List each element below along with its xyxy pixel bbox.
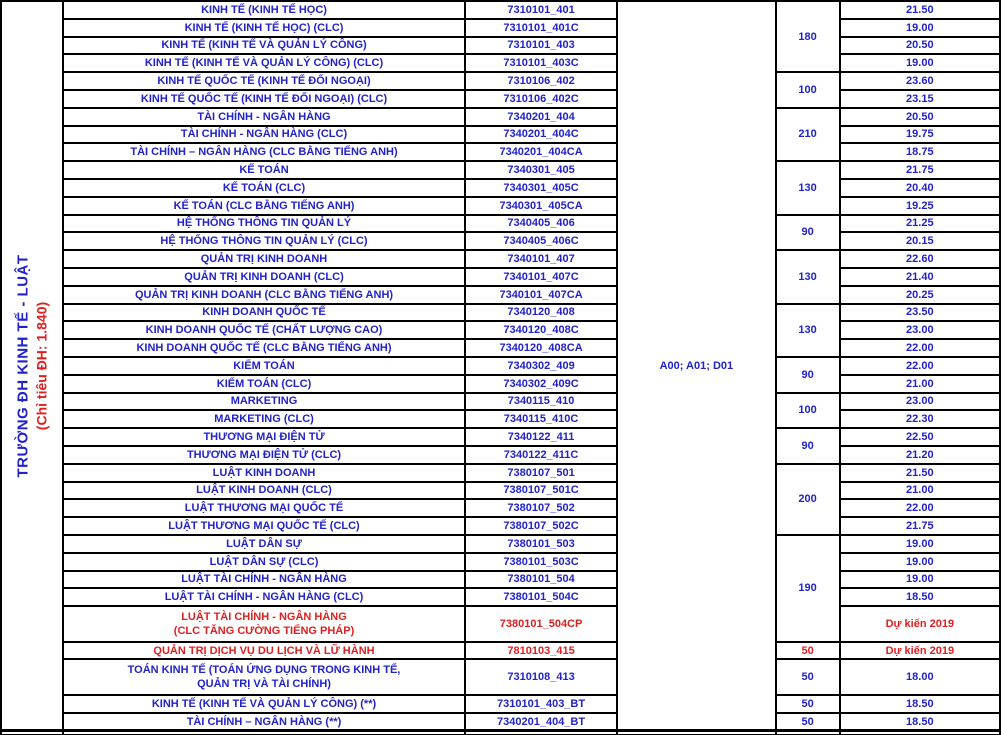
score-cell: 20.50 — [840, 108, 1000, 126]
major-cell: KINH DOANH QUỐC TẾ (CHẤT LƯỢNG CAO) — [63, 321, 465, 339]
score-cell: 21.40 — [840, 268, 1000, 286]
major-code-cell: 7340301_405 — [465, 161, 617, 179]
table-row — [1, 517, 1000, 535]
score-cell: 19.00 — [840, 19, 1000, 37]
school-quota-note: (Chỉ tiêu ĐH: 1.840) — [33, 301, 50, 430]
table-row — [1, 428, 1000, 446]
table-row — [1, 161, 1000, 179]
score-cell: 23.00 — [840, 393, 1000, 411]
score-cell: 18.50 — [840, 588, 1000, 606]
major-code-cell: 7340302_409C — [465, 375, 617, 393]
exam-combination-cell: A00; A01; D01 — [617, 1, 775, 731]
quota-cell: 190 — [776, 535, 840, 642]
quota-cell: 130 — [776, 161, 840, 214]
table-row — [1, 375, 1000, 393]
major-line2: (CLC TĂNG CƯỜNG TIẾNG PHÁP) — [173, 624, 355, 637]
major-code-cell: 7340201_404_BT — [465, 713, 617, 731]
table-row — [1, 179, 1000, 197]
major-code-cell: 7310108_413 — [465, 659, 617, 695]
major-cell: MARKETING — [63, 393, 465, 411]
major-code-cell: 7810103_415 — [465, 642, 617, 660]
table-row — [1, 642, 1000, 660]
major-cell: KINH TẾ QUỐC TẾ (KINH TẾ ĐỐI NGOẠI) (CLC) — [63, 90, 465, 108]
score-cell: 21.00 — [840, 375, 1000, 393]
score-cell: 18.50 — [840, 713, 1000, 731]
table-row — [1, 304, 1000, 322]
partial-next-row — [1, 731, 1000, 735]
major-cell — [63, 659, 465, 695]
major-line2: QUẢN TRỊ VÀ TÀI CHÍNH) — [197, 678, 331, 691]
major-line1: LUẬT TÀI CHÍNH - NGÂN HÀNG — [181, 610, 347, 623]
major-cell: LUẬT TÀI CHÍNH - NGÂN HÀNG — [63, 571, 465, 589]
table-row — [1, 553, 1000, 571]
table-row — [1, 126, 1000, 144]
table-row — [1, 713, 1000, 731]
major-cell: THƯƠNG MẠI ĐIỆN TỬ — [63, 428, 465, 446]
score-cell: 18.75 — [840, 143, 1000, 161]
table-row — [1, 393, 1000, 411]
major-code-cell: 7340122_411 — [465, 428, 617, 446]
school-vertical-label — [14, 254, 51, 477]
table-row — [1, 286, 1000, 304]
major-code-cell: 7340115_410C — [465, 410, 617, 428]
major-code-cell: 7310101_403C — [465, 54, 617, 72]
major-code-cell: 7310106_402C — [465, 90, 617, 108]
major-code-cell: 7310101_403_BT — [465, 695, 617, 713]
quota-cell: 100 — [776, 72, 840, 108]
major-code-cell: 7340301_405CA — [465, 197, 617, 215]
score-cell: 19.00 — [840, 535, 1000, 553]
quota-cell: 200 — [776, 464, 840, 535]
major-cell: KINH TẾ (KINH TẾ HỌC) (CLC) — [63, 19, 465, 37]
score-cell: 20.15 — [840, 232, 1000, 250]
score-cell: 22.50 — [840, 428, 1000, 446]
score-cell: 18.00 — [840, 659, 1000, 695]
major-cell: KẾ TOÁN — [63, 161, 465, 179]
major-code-cell: 7380107_501 — [465, 464, 617, 482]
major-code-cell: 7310106_402 — [465, 72, 617, 90]
major-code-cell: 7340201_404C — [465, 126, 617, 144]
major-cell: LUẬT DÂN SỰ — [63, 535, 465, 553]
score-cell: 20.50 — [840, 37, 1000, 55]
major-code-cell: 7380107_502 — [465, 499, 617, 517]
table-row — [1, 321, 1000, 339]
table-row — [1, 410, 1000, 428]
major-cell: TÀI CHÍNH – NGÂN HÀNG (**) — [63, 713, 465, 731]
score-cell: 19.00 — [840, 553, 1000, 571]
major-code-cell: 7340302_409 — [465, 357, 617, 375]
table-row — [1, 535, 1000, 553]
score-cell: 23.50 — [840, 304, 1000, 322]
major-cell: KIỂM TOÁN — [63, 357, 465, 375]
major-cell: THƯƠNG MẠI ĐIỆN TỬ (CLC) — [63, 446, 465, 464]
major-cell: MARKETING (CLC) — [63, 410, 465, 428]
major-code-cell: 7380101_503 — [465, 535, 617, 553]
major-code-cell: 7340115_410 — [465, 393, 617, 411]
partial-score-cell — [840, 731, 1000, 735]
table-row — [1, 357, 1000, 375]
partial-school-cell — [1, 731, 63, 735]
score-cell: 21.75 — [840, 517, 1000, 535]
major-cell: KINH TẾ (KINH TẾ VÀ QUẢN LÝ CÔNG) (CLC) — [63, 54, 465, 72]
major-line1: TOÁN KINH TẾ (TOÁN ỨNG DỤNG TRONG KINH TẾ, — [127, 664, 401, 677]
major-cell: KIỂM TOÁN (CLC) — [63, 375, 465, 393]
table-row — [1, 464, 1000, 482]
table-row — [1, 250, 1000, 268]
quota-cell: 90 — [776, 215, 840, 251]
major-code-cell: 7340120_408 — [465, 304, 617, 322]
score-cell: Dự kiến 2019 — [840, 642, 1000, 660]
major-code-cell: 7340405_406C — [465, 232, 617, 250]
score-cell: 20.40 — [840, 179, 1000, 197]
quota-cell: 90 — [776, 357, 840, 393]
table-row — [1, 571, 1000, 589]
table-row — [1, 499, 1000, 517]
table-row — [1, 54, 1000, 72]
major-code-cell: 7380107_502C — [465, 517, 617, 535]
score-cell: 22.30 — [840, 410, 1000, 428]
quota-cell: 50 — [776, 642, 840, 660]
major-cell: KINH TẾ (KINH TẾ HỌC) — [63, 1, 465, 19]
major-cell: LUẬT THƯƠNG MẠI QUỐC TẾ — [63, 499, 465, 517]
major-cell: KINH DOANH QUỐC TẾ (CLC BẰNG TIẾNG ANH) — [63, 339, 465, 357]
score-cell: 19.00 — [840, 571, 1000, 589]
quota-cell: 180 — [776, 1, 840, 72]
quota-cell: 50 — [776, 659, 840, 695]
score-cell: 21.50 — [840, 1, 1000, 19]
major-cell: QUẢN TRỊ KINH DOANH (CLC) — [63, 268, 465, 286]
admissions-table-body — [1, 1, 1000, 735]
score-cell: 23.00 — [840, 321, 1000, 339]
table-row — [1, 695, 1000, 713]
major-cell: KINH TẾ QUỐC TẾ (KINH TẾ ĐỐI NGOẠI) — [63, 72, 465, 90]
table-row — [1, 108, 1000, 126]
table-row — [1, 143, 1000, 161]
major-cell: LUẬT DÂN SỰ (CLC) — [63, 553, 465, 571]
major-cell: QUẢN TRỊ DỊCH VỤ DU LỊCH VÀ LỮ HÀNH — [63, 642, 465, 660]
major-code-cell: 7310101_401 — [465, 1, 617, 19]
table-row — [1, 232, 1000, 250]
table-row — [1, 268, 1000, 286]
major-code-cell: 7340201_404CA — [465, 143, 617, 161]
score-cell: 21.50 — [840, 464, 1000, 482]
school-header — [1, 1, 63, 731]
quota-cell: 130 — [776, 250, 840, 303]
major-cell: LUẬT KINH DOANH — [63, 464, 465, 482]
major-cell: KẾ TOÁN (CLC BẰNG TIẾNG ANH) — [63, 197, 465, 215]
major-cell: KINH DOANH QUỐC TẾ — [63, 304, 465, 322]
table-row — [1, 90, 1000, 108]
major-code-cell: 7380101_503C — [465, 553, 617, 571]
major-cell: TÀI CHÍNH - NGÂN HÀNG (CLC) — [63, 126, 465, 144]
major-code-cell: 7340101_407 — [465, 250, 617, 268]
score-cell: 22.00 — [840, 357, 1000, 375]
score-cell: 19.25 — [840, 197, 1000, 215]
major-code-cell: 7340301_405C — [465, 179, 617, 197]
quota-cell: 100 — [776, 393, 840, 429]
table-row — [1, 215, 1000, 233]
score-cell: 18.50 — [840, 695, 1000, 713]
score-cell: 20.25 — [840, 286, 1000, 304]
score-cell: 19.00 — [840, 54, 1000, 72]
major-cell: TÀI CHÍNH - NGÂN HÀNG — [63, 108, 465, 126]
major-code-cell: 7340201_404 — [465, 108, 617, 126]
table-row — [1, 1, 1000, 19]
quota-cell: 50 — [776, 713, 840, 731]
school-name: TRƯỜNG ĐH KINH TẾ - LUẬT — [14, 254, 32, 478]
score-cell: 19.75 — [840, 126, 1000, 144]
major-cell: HỆ THỐNG THÔNG TIN QUẢN LÝ (CLC) — [63, 232, 465, 250]
score-cell: 23.15 — [840, 90, 1000, 108]
table-row — [1, 37, 1000, 55]
score-cell: 21.25 — [840, 215, 1000, 233]
major-code-cell: 7310101_403 — [465, 37, 617, 55]
major-code-cell: 7380101_504C — [465, 588, 617, 606]
score-cell: 21.00 — [840, 482, 1000, 500]
quota-cell: 210 — [776, 108, 840, 161]
table-row — [1, 339, 1000, 357]
major-code-cell: 7380107_501C — [465, 482, 617, 500]
score-cell: 23.60 — [840, 72, 1000, 90]
major-code-cell: 7340120_408CA — [465, 339, 617, 357]
score-cell: Dự kiến 2019 — [840, 606, 1000, 642]
table-row — [1, 446, 1000, 464]
major-code-cell: 7340122_411C — [465, 446, 617, 464]
score-cell: 21.20 — [840, 446, 1000, 464]
major-code-cell: 7340405_406 — [465, 215, 617, 233]
major-cell — [63, 606, 465, 642]
quota-cell: 130 — [776, 304, 840, 357]
table-row — [1, 72, 1000, 90]
major-code-cell: 7340101_407CA — [465, 286, 617, 304]
table-row — [1, 197, 1000, 215]
table-row — [1, 659, 1000, 695]
major-cell: QUẢN TRỊ KINH DOANH (CLC BẰNG TIẾNG ANH) — [63, 286, 465, 304]
partial-code-cell — [465, 731, 617, 735]
major-cell: LUẬT KINH DOANH (CLC) — [63, 482, 465, 500]
score-cell: 22.00 — [840, 339, 1000, 357]
partial-exam-cell — [617, 731, 775, 735]
major-cell: LUẬT TÀI CHÍNH - NGÂN HÀNG (CLC) — [63, 588, 465, 606]
major-cell: KẾ TOÁN (CLC) — [63, 179, 465, 197]
partial-quota-cell — [776, 731, 840, 735]
major-cell: LUẬT THƯƠNG MẠI QUỐC TẾ (CLC) — [63, 517, 465, 535]
major-code-cell: 7380101_504CP — [465, 606, 617, 642]
major-code-cell: 7380101_504 — [465, 571, 617, 589]
table-row — [1, 588, 1000, 606]
table-row — [1, 19, 1000, 37]
major-code-cell: 7340120_408C — [465, 321, 617, 339]
table-row — [1, 606, 1000, 642]
score-cell: 21.75 — [840, 161, 1000, 179]
score-cell: 22.60 — [840, 250, 1000, 268]
major-cell: HỆ THỐNG THÔNG TIN QUẢN LÝ — [63, 215, 465, 233]
partial-major-cell — [63, 731, 465, 735]
score-cell: 22.00 — [840, 499, 1000, 517]
table-row — [1, 482, 1000, 500]
major-code-cell: 7310101_401C — [465, 19, 617, 37]
major-cell: QUẢN TRỊ KINH DOANH — [63, 250, 465, 268]
major-code-cell: 7340101_407C — [465, 268, 617, 286]
major-cell: KINH TẾ (KINH TẾ VÀ QUẢN LÝ CÔNG) (**) — [63, 695, 465, 713]
major-cell: TÀI CHÍNH – NGÂN HÀNG (CLC BẰNG TIẾNG ANH) — [63, 143, 465, 161]
major-cell: KINH TẾ (KINH TẾ VÀ QUẢN LÝ CÔNG) — [63, 37, 465, 55]
quota-cell: 90 — [776, 428, 840, 464]
quota-cell: 50 — [776, 695, 840, 713]
